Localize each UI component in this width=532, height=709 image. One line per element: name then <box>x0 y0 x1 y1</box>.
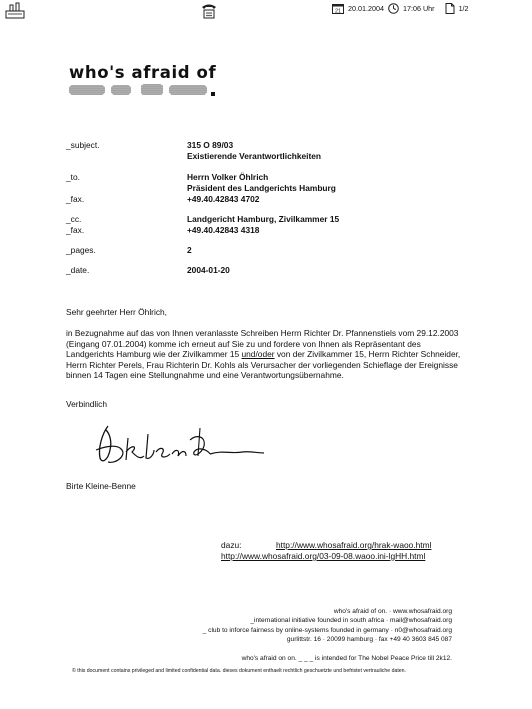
subject-reference: 315 O 89/03 <box>187 140 234 150</box>
date-label: _date. <box>66 265 90 275</box>
salutation: Sehr geehrter Herr Öhlrich, <box>66 307 168 317</box>
header-date: 20.01.2004 <box>348 4 384 13</box>
svg-text:21: 21 <box>334 8 342 14</box>
logo-dotted-graphic <box>69 83 219 97</box>
cc-value: Landgericht Hamburg, Zivilkammer 15 <box>187 214 340 224</box>
date-value: 2004-01-20 <box>187 265 230 275</box>
clock-icon <box>388 3 399 14</box>
reference-link-2[interactable]: http://www.whosafraid.org/03-09-08.waoo.ini-lgHH.html <box>221 551 426 561</box>
footer-line-4: gurlittstr. 16 · 20099 hamburg · fax +49 40 3603 845 087 <box>286 635 452 643</box>
recipient-title: Präsident des Landgerichts Hamburg <box>187 183 336 193</box>
cc-fax: +49.40.42843 4318 <box>187 225 260 235</box>
closing: Verbindlich <box>66 399 107 409</box>
header-page-count: 1/2 <box>458 4 469 13</box>
page-icon <box>445 3 455 14</box>
calendar-icon <box>332 3 344 14</box>
refs-label: dazu: <box>221 540 242 550</box>
handwritten-signature <box>92 420 272 470</box>
to-value <box>187 172 336 194</box>
pages-value: 2 <box>187 245 192 255</box>
fax-label: _fax. <box>66 194 85 204</box>
nobel-price-line: who's afraid on on. _ _ _ is intended for The Nobel Peace Price till 2k12. <box>241 655 452 662</box>
cc-label: _cc. <box>66 214 82 224</box>
signer-name: Birte Kleine-Benne <box>66 481 136 491</box>
letter-paragraph <box>66 328 466 381</box>
paragraph-underlined-term: und/oder <box>241 349 275 360</box>
to-label: _to. <box>66 172 80 182</box>
subject-label: _subject. <box>66 140 100 150</box>
organisation-footer <box>203 607 452 644</box>
paragraph-part-b: von der Zivilkammer 15, Herrn Richter Schneider, Herrn Richter Perels, Frau Richterin Dr. Kohls als Verursacher der vorliegenden Schieflage der Ereignisse binnen 14 Tagen eine Stellungnahme und eine Verantwortungsübernahme. <box>66 349 461 381</box>
recipient-name: Herrn Volker Öhlrich <box>187 172 269 182</box>
footer-line-1: who's afraid of on. · www.whosafraid.org <box>333 608 452 615</box>
telephone-icon <box>200 2 218 20</box>
fax-machine-icon <box>4 2 26 20</box>
reference-link-1[interactable]: http://www.whosafraid.org/hrak-waoo.html <box>276 540 432 550</box>
cc-fax-label: _fax. <box>66 225 85 235</box>
header-status-bar <box>332 3 469 14</box>
footer-line-3: _ club to inforce fairness by online-systems founded in germany · n0@whosafraid.org <box>202 626 452 634</box>
paragraph-part-a: in Bezugnahme auf das von Ihnen veranlasste Schreiben Herrn Richter Dr. Pfannenstiels vom 29.12.2003 (Eingang 07.01.2004) komme ich erneut auf Sie zu und fordere von Ihnen als Repräsentant des Landgerichts Hamburg wie der Zivilkammer 15 <box>66 328 459 360</box>
confidentiality-disclaimer: © this document contains privileged and limited confidential data. dieses dokument enthaelt rechtlich geschuetzte und befristet vertrauliche daten. <box>72 668 407 674</box>
subject-title: Existierende Verantwortlichkeiten <box>187 151 322 161</box>
logo <box>69 64 219 97</box>
logo-title: who's afraid of <box>69 63 217 82</box>
pages-label: _pages. <box>66 245 96 255</box>
recipient-fax: +49.40.42843 4702 <box>187 194 260 204</box>
header-time: 17:06 Uhr <box>402 4 435 13</box>
subject-value <box>187 140 321 162</box>
footer-line-2: _international initiative founded in south africa · mail@whosafraid.org <box>250 617 452 625</box>
